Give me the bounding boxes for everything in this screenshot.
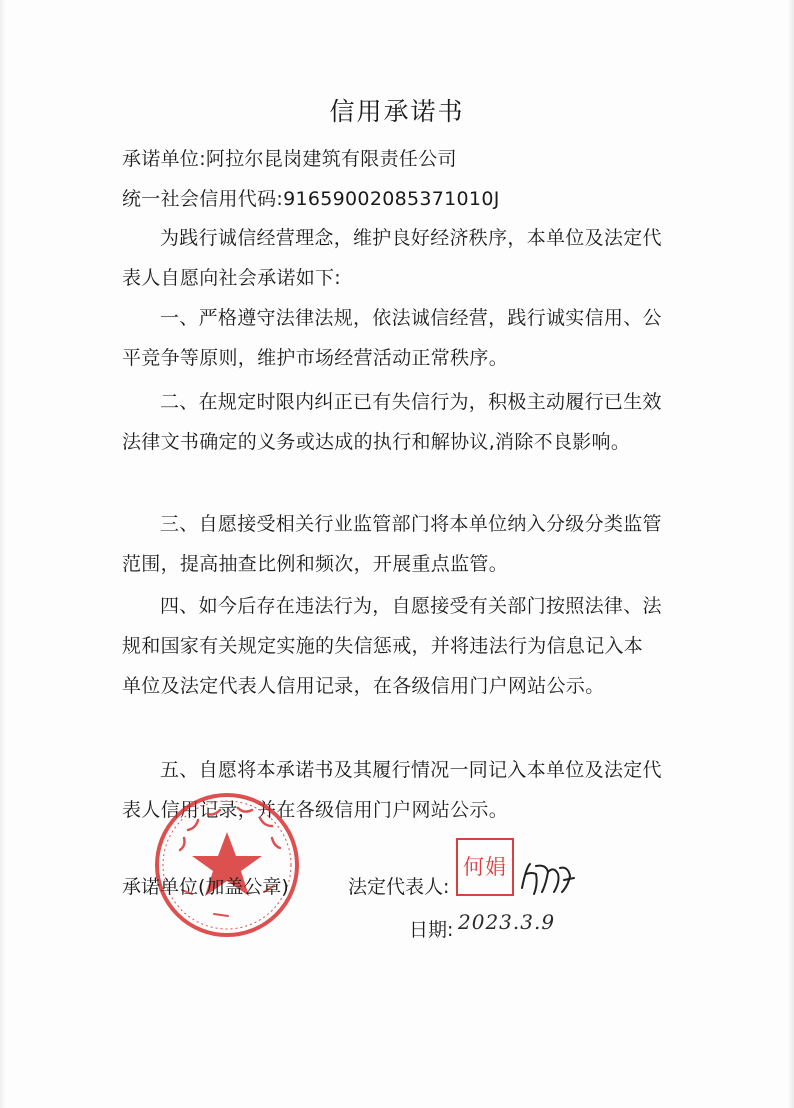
signature-graphic	[518, 858, 576, 898]
legal-rep-stamp: 何娟	[456, 838, 514, 896]
date-label: 日期:	[409, 919, 454, 941]
scan-edge-left	[0, 0, 6, 1108]
clause-5: 五、自愿将本承诺书及其履行情况一同记入本单位及法定代表人信用记录，并在各级信用门户网站公示。	[122, 759, 662, 821]
unit-line: 承诺单位:阿拉尔昆岗建筑有限责任公司	[122, 148, 457, 170]
clause-3: 三、自愿接受相关行业监管部门将本单位纳入分级分类监管范围，提高抽查比例和频次，开展重点监管。	[122, 513, 662, 575]
scan-edge-right	[788, 0, 794, 1108]
credit-code-line: 统一社会信用代码:91659002085371010J	[122, 188, 500, 210]
unit-seal-label: 承诺单位(加盖公章)	[122, 876, 289, 898]
clause-2: 二、在规定时限内纠正已有失信行为，积极主动履行已生效法律文书确定的义务或达成的执行和解协议,消除不良影响。	[122, 391, 662, 453]
handwritten-signature	[518, 858, 576, 898]
company-seal	[152, 790, 302, 940]
document-title: 信用承诺书	[329, 97, 465, 126]
clause-1: 一、严格遵守法律法规，依法诚信经营，践行诚实信用、公平竞争等原则，维护市场经营活动正常秩序。	[122, 307, 662, 369]
intro-paragraph: 为践行诚信经营理念，维护良好经济秩序，本单位及法定代表人自愿向社会承诺如下:	[122, 227, 662, 289]
company-seal-graphic	[152, 790, 302, 940]
date-value: 2023.3.9	[458, 910, 556, 934]
clause-4: 四、如今后存在违法行为，自愿接受有关部门按照法律、法规和国家有关规定实施的失信惩戒，并将违法行为信息记入本单位及法定代表人信用记录，在各级信用门户网站公示。	[122, 595, 662, 697]
legal-rep-label: 法定代表人:	[348, 876, 450, 898]
